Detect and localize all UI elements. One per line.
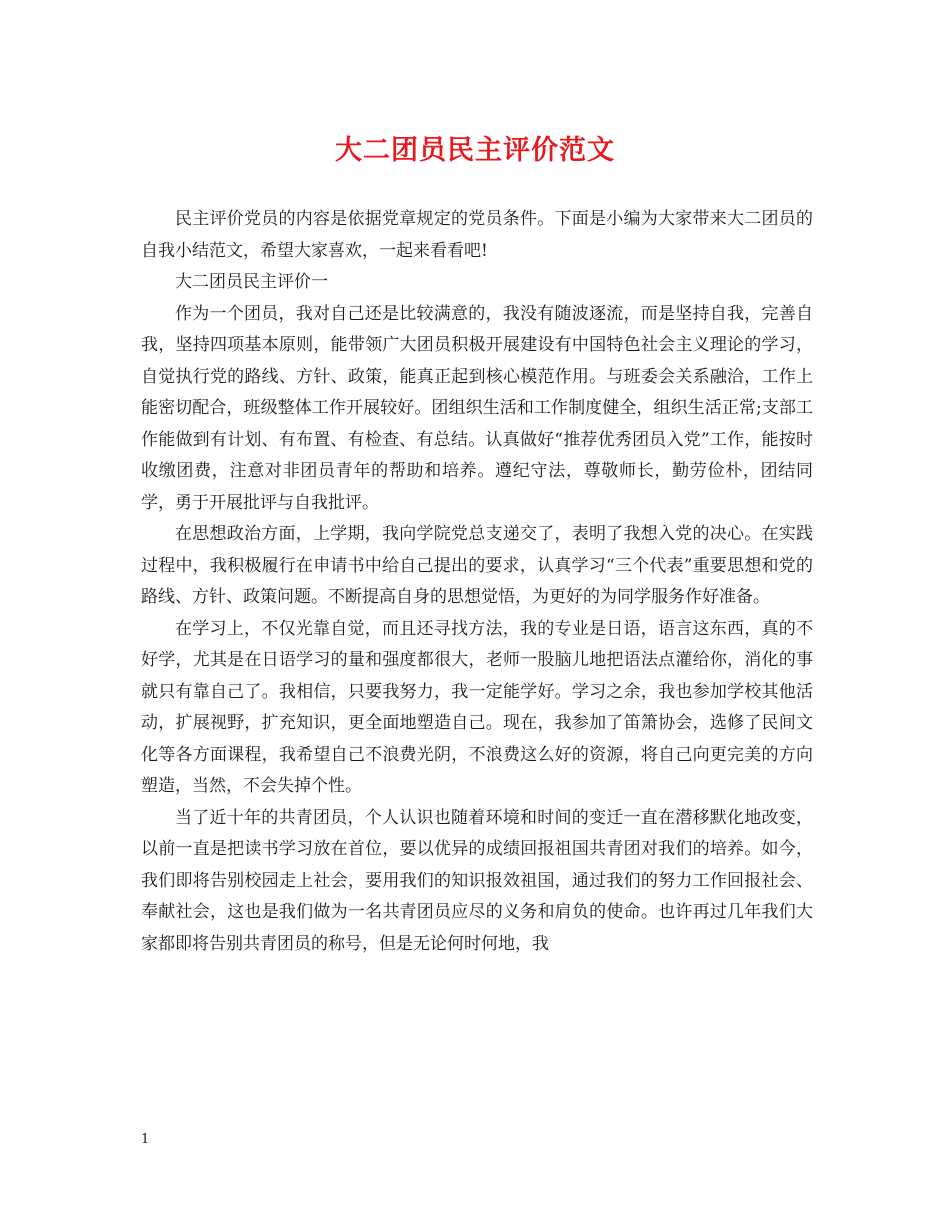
document-title: 大二团员民主评价范文 — [335, 135, 615, 166]
page-number: 1 — [141, 1132, 150, 1147]
document-body — [141, 204, 813, 960]
body-paragraph: 作为一个团员，我对自己还是比较满意的，我没有随波逐流，而是坚持自我，完善自我，坚持四项基本原则，能带领广大团员积极开展建设有中国特色社会主义理论的学习，自觉执行党的路线、方针、政策，能真正起到核心模范作用。与班委会关系融洽，工作上能密切配合，班级整体工作开展较好。团组织生活和工作制度健全，组织生活正常;支部工作能做到有计划、有布置、有检查、有总结。认真做好“推荐优秀团员入党”工作，能按时收缴团费，注意对非团员青年的帮助和培养。遵纪守法，尊敬师长，勤劳俭朴，团结同学，勇于开展批评与自我批评。 — [141, 303, 813, 513]
section-heading: 大二团员民主评价一 — [175, 272, 328, 292]
intro-paragraph: 民主评价党员的内容是依据党章规定的党员条件。下面是小编为大家带来大二团员的自我小结范文，希望大家喜欢，一起来看看吧! — [141, 209, 813, 261]
body-paragraph: 在思想政治方面，上学期，我向学院党总支递交了，表明了我想入党的决心。在实践过程中，我积极履行在申请书中给自己提出的要求，认真学习“三个代表”重要思想和党的路线、方针、政策问题。不断提高自身的思想觉悟，为更好的为同学服务作好准备。 — [141, 524, 813, 607]
body-paragraph: 在学习上，不仅光靠自觉，而且还寻找方法，我的专业是日语，语言这东西，真的不好学，尤其是在日语学习的量和强度都很大，老师一股脑儿地把语法点灌给你，消化的事就只有靠自己了。我相信，只要我努力，我一定能学好。学习之余，我也参加学校其他活动，扩展视野，扩充知识，更全面地塑造自己。现在，我参加了笛箫协会，选修了民间文化等各方面课程，我希望自己不浪费光阴，不浪费这么好的资源，将自己向更完美的方向塑造，当然，不会失掉个性。 — [141, 618, 813, 796]
body-paragraph: 当了近十年的共青团员，个人认识也随着环境和时间的变迁一直在潜移默化地改变，以前一直是把读书学习放在首位，要以优异的成绩回报祖国共青团对我们的培养。如今，我们即将告别校园走上社会，要用我们的知识报效祖国，通过我们的努力工作回报社会、奉献社会，这也是我们做为一名共青团员应尽的义务和肩负的使命。也许再过几年我们大家都即将告别共青团员的称号，但是无论何时何地，我 — [141, 807, 813, 954]
